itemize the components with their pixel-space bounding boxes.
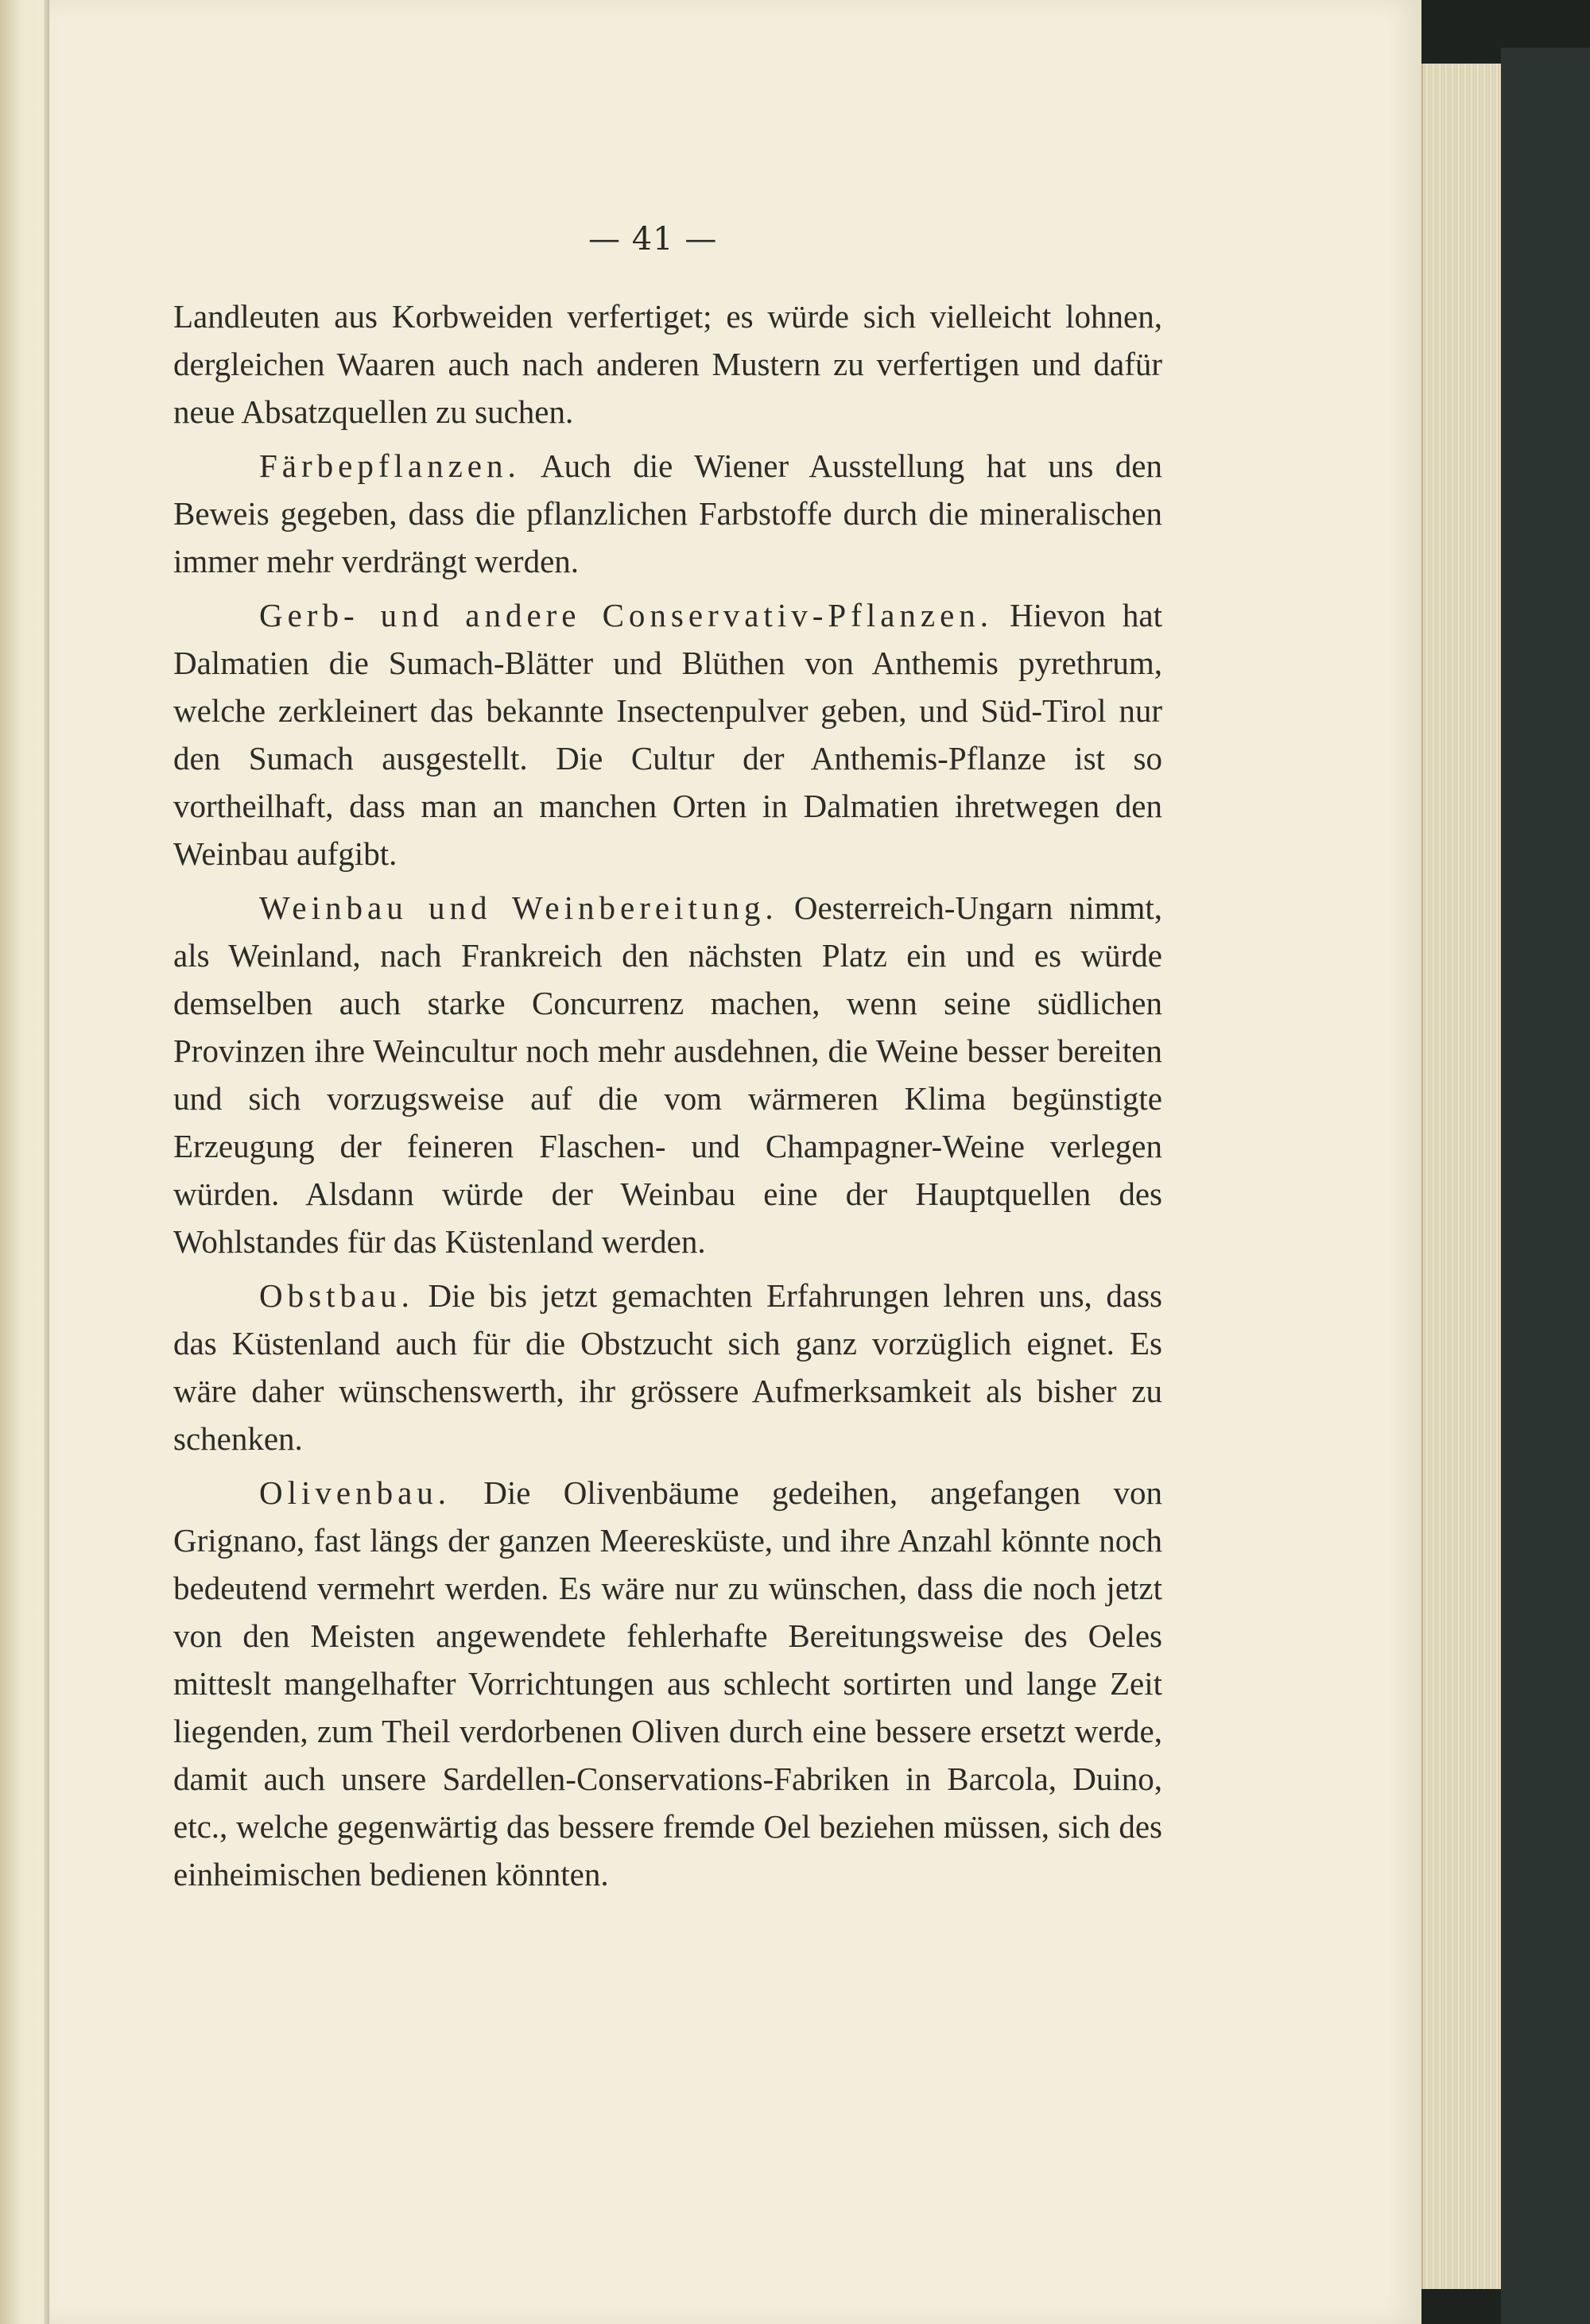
paragraph-gerbpflanzen: [173, 591, 1162, 877]
section-heading: Olivenbau.: [259, 1474, 452, 1511]
section-heading: Färbepflanzen.: [259, 447, 521, 484]
page-stack-edges: [1421, 64, 1503, 2289]
paragraph-faerbepflanzen: [173, 442, 1162, 585]
page-body: [173, 292, 1162, 1904]
paragraph-text: Landleuten aus Korbweiden verfertiget; es würde sich vielleicht lohnen, dergleichen Waaren auch nach anderen Mustern zu verfertigen und dafür neue Absatzquellen zu suchen.: [173, 298, 1162, 430]
paragraph-continuation: [173, 292, 1162, 436]
paragraph-text: Die bis jetzt gemachten Erfahrungen lehren uns, dass das Küstenland auch für die Obstzucht sich ganz vorzüglich eignet. Es wäre daher wünschenswerth, ihr grössere Aufmerksamkeit als bisher zu schenken.: [173, 1277, 1162, 1457]
previous-page-edge: [0, 0, 49, 2324]
paragraph-text: Hievon hat Dalmatien die Sumach-Blätter und Blüthen von Anthemis pyrethrum, welche zerkleinert das bekannte Insectenpulver geben, und Süd-Tirol nur den Sumach ausgestellt. Die Cultur der Anthemis-Pflanze ist so vortheilhaft, dass man an manchen Orten in Dalmatien ihretwegen den Weinbau aufgibt.: [173, 597, 1162, 872]
paragraph-olivenbau: [173, 1469, 1162, 1898]
paragraph-weinbau: [173, 884, 1162, 1265]
paragraph-text: Die Olivenbäume gedeihen, angefangen von Grignano, fast längs der ganzen Meeresküste, und ihre Anzahl könnte noch bedeutend vermehrt werden. Es wäre nur zu wünschen, dass die noch jetzt von den Meisten angewendete fehlerhafte Bereitungsweise des Oeles mitteslt mangelhafter Vorrichtungen aus schlecht sortirten und lange Zeit liegenden, zum Theil verdorbenen Oliven durch eine bessere ersetzt werde, damit auch unsere Sardellen-Conservations-Fabriken in Barcola, Duino, etc., welche gegenwärtig das bessere fremde Oel beziehen müssen, sich des einheimischen bedienen könnten.: [173, 1474, 1162, 1892]
page-number: — 41 —: [588, 221, 718, 258]
section-heading: Weinbau und Weinbereitung.: [259, 889, 778, 926]
paragraph-obstbau: [173, 1272, 1162, 1462]
paragraph-text: Auch die Wiener Ausstellung hat uns den Beweis gegeben, dass die pflanzlichen Farbstoffe durch die mineralischen immer mehr verdrängt werden.: [173, 447, 1162, 579]
section-heading: Gerb- und andere Conservativ-Pflanzen.: [259, 597, 994, 633]
paragraph-text: Oesterreich-Ungarn nimmt, als Weinland, nach Frankreich den nächsten Platz ein und es würde demselben auch starke Concurrenz machen, wenn seine südlichen Provinzen ihre Weincultur noch mehr ausdehnen, die Weine besser bereiten und sich vorzugsweise auf die vom wärmeren Klima begünstigte Erzeugung der feineren Flaschen- und Champagner-Weine verlegen würden. Alsdann würde der Weinbau eine der Hauptquellen des Wohlstandes für das Küstenland werden.: [173, 889, 1163, 1260]
section-heading: Obstbau.: [259, 1277, 414, 1314]
book-cover-edge: [1501, 48, 1590, 2324]
